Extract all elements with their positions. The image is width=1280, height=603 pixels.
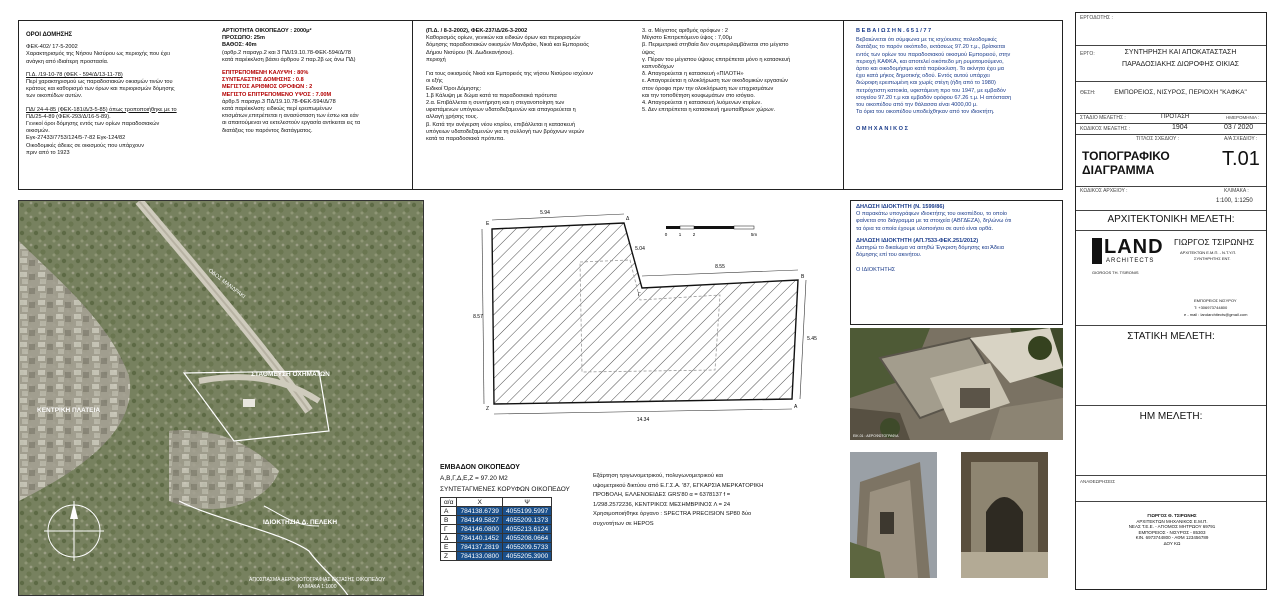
- architect-line: ΣΥΝΤΗΡΗΤΗΣ ΕΝΤ.: [1194, 256, 1231, 261]
- table-cell: 4055205.3900: [502, 552, 551, 561]
- survey-line: ΠΡΟΒΟΛΗ, ΕΛΛΕΝΟΕΙΔΕΣ GRS'80 α = 6378137 f =: [593, 492, 731, 498]
- plot-plan: [430, 200, 840, 460]
- engineer-signature-label: Ο Μ Η Χ Α Ν Ι Κ Ο Σ: [856, 126, 908, 133]
- special-line: αλλαγή χρήσης τους.: [426, 114, 479, 121]
- declaration-line: Διατηρώ το δικαίωμα να αιτηθώ Έγκριση δόμησης και Άδεια: [856, 245, 1004, 252]
- certification-line: διατάξεις το παρόν οικόπεδο, εκτάσεως 97.20 τ.μ., βρίσκεται: [856, 44, 1006, 51]
- map-caption-line: ΑΠΟΣΠΑΣΜΑ ΑΕΡΟΦΩΤΟΓΡΑΦΙΑΣ ΕΚΤΑΣΗΣ ΟΙΚΟΠΕΔΟΥ: [249, 577, 386, 583]
- plot-polygon: [492, 223, 798, 404]
- aerial-map-drawing: [19, 201, 424, 596]
- special-line: περιοχή: [426, 56, 446, 63]
- certification-heading: Β Ε Β Α Ι Ω Σ Η Ν . 6 5 1 / 7 7: [856, 28, 932, 34]
- special-line: Καθορισμός ορίων, γενικών και ειδικών όρων και περιορισμών: [426, 35, 581, 42]
- coverage-line: ΜΕΓΙΣΤΟ ΕΠΙΤΡΕΠΟΜΕΝΟ ΥΨΟΣ : 7.00Μ: [222, 91, 332, 98]
- aerial-map: [18, 200, 424, 596]
- project-line: ΠΑΡΑΔΟΣΙΑΚΗΣ ΔΙΩΡΟΦΗΣ ΟΙΚΙΑΣ: [1122, 61, 1239, 68]
- date-label: ΗΜΕΡΟΜΗΝΙΑ :: [1226, 115, 1260, 120]
- plot-line: ΑΡΤΙΟΤΗΤΑ ΟΙΚΟΠΕΔΟΥ : 2000μ²: [222, 28, 312, 34]
- arch-heading-row: [1076, 210, 1266, 231]
- terms-line: Περί χαρακτηρισμού ως παραδοσιακών οικισμών τινών του: [26, 79, 173, 86]
- coords-heading: ΣΥΝΤΕΤΑΓΜΕΝΕΣ ΚΟΡΥΦΩΝ ΟΙΚΟΠΕΔΟΥ: [440, 486, 570, 493]
- table-header-cell: α/α: [441, 498, 457, 507]
- coverage-line: άρθρ.5 παραγρ.3 ΠΔ/19.10.78-ΦΕΚ-594/Δ/78: [222, 98, 336, 105]
- building-terms-column: [26, 32, 216, 163]
- terms-line: οικισμών.: [26, 128, 50, 135]
- certification-line: εντός των ορίων του παραδοσιακού οικισμού Εμπορειού, στην: [856, 51, 1011, 58]
- survey-line: υψομετρικού δικτύου από Ε.Γ.Σ.Α. '87, ΕΓΚΑΡΣΙΑ ΜΕΡΚΑΤΟΡΙΚΗ: [593, 482, 764, 489]
- table-cell: 784137.2819: [457, 543, 503, 552]
- special-line: υπόγειων υδατοδεξαμενών για τη συλλογή των βρόχινων νερών: [426, 128, 585, 135]
- declaration-text-1: [856, 211, 1061, 233]
- title-block: [1075, 12, 1267, 590]
- certification-line: έχει κατά μήκος δημοτικής οδού. Εντός αυτού υπάρχει: [856, 73, 990, 80]
- table-header-cell: Ψ: [502, 498, 551, 507]
- road-label: ΟΔΟΣ ΜΑΝΔΡΑΚΙ: [206, 267, 247, 301]
- vertex-label: Ζ: [486, 406, 490, 412]
- terms-line: Χαρακτηρισμός της Νήσου Νισύρου ως περιοχής που έχει: [26, 51, 170, 58]
- declaration-content: [856, 204, 1061, 275]
- ruin-photo-1: [850, 452, 937, 578]
- ruin-photo-2: [961, 452, 1048, 578]
- table-cell: Β: [441, 516, 457, 525]
- terms-line: Γενικοί όροι δόμησης εντός των ορίων παραδοσιακών: [26, 121, 160, 128]
- owner-label: Ο ΙΔΙΟΚΤΗΤΗΣ: [856, 267, 896, 274]
- project-label: ΕΡΓΟ:: [1080, 51, 1095, 57]
- em-heading-row: [1076, 405, 1266, 476]
- coverage-line: ΜΕΓΙΣΤΟΣ ΑΡΙΘΜΟΣ ΟΡΟΦΩΝ : 2: [222, 84, 313, 91]
- ruin-photo-2-drawing: [961, 452, 1048, 578]
- stamp-line: ΔΟΥ ΚΩ: [1163, 540, 1181, 546]
- table-header-row: [441, 498, 552, 507]
- sheet-label: Α/Α ΣΧΕΔΙΟΥ :: [1224, 136, 1258, 142]
- terms-line: Οικοδομικές άδειες σε οικισμούς που υπάρχουν: [26, 142, 144, 149]
- height-line: 5. Δεν επιτρέπεται η κατασκευή ημιυπαίθριων χώρων.: [642, 107, 776, 114]
- special-line: Για τους οικισμούς Νικιά και Εμπορειός της νήσου Νισύρου ισχύουν: [426, 71, 593, 78]
- special-line: υφιστάμενων υπόγειων υδατοδεξαμενών και απαγορεύεται η: [426, 107, 576, 114]
- dimension-mid: 8.55: [715, 264, 725, 270]
- sheet-number: Τ.01: [1222, 148, 1260, 170]
- scale-value: 1:100, 1:1250: [1216, 198, 1253, 204]
- client-row: [1076, 13, 1266, 46]
- coverage-line: διατάξεις του παρόντος διατάγματος.: [222, 127, 313, 134]
- coverage-line: κτισμάτων,επιτρέπεται η ανασύσταση των έστω και εάν: [222, 113, 359, 120]
- table-cell: 784140.1452: [457, 534, 503, 543]
- table-cell: 4055199.5997: [502, 507, 551, 516]
- certification-line: του οικοπέδου από την θάλασσα είναι 4000,00 μ.: [856, 102, 978, 109]
- height-line: β. Περιμετρικά στηθαία δεν συμπεριλαμβάνεται στο μέγιστο: [642, 42, 789, 49]
- declaration-line: φαίνεται στο διάγραμμα με τα στοιχεία (ΑΒΓΔΕΖΑ), δηλώνω ότι: [856, 218, 1012, 225]
- certification-line: Τα όρια του οικοπέδου υποδείχθηκαν από τον ιδιοκτήτη.: [856, 109, 995, 116]
- dimension-right: 5.45: [807, 336, 817, 342]
- table-header-cell: Χ: [457, 498, 503, 507]
- table-cell: 4055209.5733: [502, 543, 551, 552]
- plot-line: κατά παρέκκλιση βάσει άρθρου 2 παρ.2β ως άνω ΠΔ): [222, 56, 356, 63]
- terms-line: ΦΕΚ-402/ 17-5-2002: [26, 44, 78, 51]
- declaration-heading-2: ΔΗΛΩΣΗ ΙΔΙΟΚΤΗΤΗ (ΑΠ.7533-ΦΕΚ.251/2012): [856, 237, 979, 244]
- table-row: [441, 507, 552, 516]
- certification-line: ισογείου 97.20 τ.μ και εμβαδόν ορόφου 67.26 τ.μ. Η απόσταση: [856, 94, 1012, 101]
- terms-line: των οικοπέδων αυτών.: [26, 93, 83, 100]
- certification-line: Βεβαιώνεται ότι σύμφωνα με τις ισχύουσες πολεοδομικές: [856, 37, 997, 44]
- project-line: ΣΥΝΤΗΡΗΣΗ ΚΑΙ ΑΠΟΚΑΤΑΣΤΑΣΗ: [1124, 49, 1237, 56]
- drawing-title-line: ΔΙΑΓΡΑΜΜΑ: [1082, 163, 1155, 177]
- contact-line: e - mail : landarchitects@gmail.com: [1184, 312, 1248, 317]
- plot-line: ΠΡΟΣΩΠΟ: 25m: [222, 35, 265, 42]
- scale-label: 0: [664, 232, 668, 237]
- special-line: 1.β Κάλυψη με δώμα κατά τα παραδοσιακά πρότυπα: [426, 92, 557, 99]
- coverage-line: ΣΥΝΤΕΛΕΣΤΗΣ ΔΟΜΗΣΗΣ : 0.8: [222, 77, 304, 84]
- survey-line: συχνοτήτων σε HEPOS: [593, 520, 654, 527]
- scale-label: 2: [692, 232, 696, 237]
- certification-column: [856, 28, 1058, 134]
- height-line: ε. Απαγορεύεται η ολοκλήρωση των οικοδομικών εργασιών: [642, 78, 788, 85]
- coverage-lines: [222, 70, 412, 135]
- special-line: Ειδικοί Όροι Δόμησης:: [426, 85, 482, 92]
- drawing-title-row: [1076, 134, 1266, 187]
- special-terms-column: [426, 28, 636, 143]
- date-value: 03 / 2020: [1224, 124, 1254, 131]
- certification-line: άρτιο και οικοδομήσιμο κατά παρέκκλιση. Το ακίνητο έχει μα: [856, 66, 1004, 73]
- vertex-label: Γ: [638, 292, 641, 298]
- terms-line: πριν από το 1923: [26, 149, 70, 156]
- table-cell: Δ: [441, 534, 457, 543]
- table-row: [441, 534, 552, 543]
- declaration-text-2: [856, 245, 1061, 259]
- certification-line: διώροφη ερειπωμένη και χωρίς στέγη (ήδη από το 1980): [856, 80, 996, 87]
- height-line: ύψος: [642, 49, 655, 56]
- terms-line: Π.Δ. /19-10-78 (ΦΕΚ - 594/Δ/13-11-78): [26, 71, 123, 78]
- table-cell: 4055213.6124: [502, 525, 551, 534]
- plot-requirements-lines: [222, 28, 412, 64]
- architect-line: ΑΡΧΙΤΕΚΤΩΝ Ε.Μ.Π. - Ν.Τ.Υ.Π.: [1180, 250, 1237, 255]
- certification-line: περιοχή ΚΑΦΚΑ, και αποτελεί οικόπεδο μη ρυμοτομούμενο,: [856, 58, 1004, 65]
- coverage-line: ΕΠΙΤΡΕΠΟΜΕΝΗ ΚΑΛΥΨΗ : 80%: [222, 70, 309, 77]
- special-terms-lines: [426, 28, 636, 143]
- height-terms-column: [642, 28, 842, 114]
- coordinates-table: [440, 497, 552, 561]
- parking-label: ΣΤΑΘΜΕΥΣΗ ΟΧΗΜΑΤΩΝ: [251, 371, 330, 378]
- land-logo: [1092, 236, 1164, 296]
- survey-line: Χρησιμοποιήθηκε όργανο : SPECTRA PRECISION SP80 δύο: [593, 511, 752, 517]
- vertex-label: Α: [794, 404, 798, 410]
- coverage-line: κατά παρέκκλιση: ειδικώς περί ερειπωμένων: [222, 106, 332, 113]
- plot-requirements-column: [222, 28, 412, 135]
- special-line: δόμησης παραδοσιακών οικισμών Μανδράκι, Νικιά και Εμπορειός: [426, 42, 589, 49]
- terms-line: Εγκ-27433/7753/124/5-7-82 Εγκ-124/82: [26, 135, 126, 142]
- scale-label: 5m: [750, 232, 758, 237]
- declaration-heading-1: ΔΗΛΩΣΗ ΙΔΙΟΚΤΗΤΗ (Ν. 1599/86): [856, 204, 945, 210]
- declaration-line: τα όρια τα οποία έχουμε υλοποιήσει σε αυτό είναι ορθά.: [856, 225, 994, 232]
- height-line: 4. Απαγορεύεται η κατασκευή λυόμενων κτιρίων.: [642, 100, 762, 107]
- location-label: ΘΕΣΗ:: [1080, 90, 1096, 96]
- stamp-line: ΑΡΧΙΤΕΚΤΩΝ ΜΗΧΑΝΙΚΟΣ Ε.Μ.Π.: [1136, 518, 1208, 524]
- aerial-photo-drawing: [850, 328, 1063, 440]
- archive-row: [1076, 186, 1266, 211]
- architect-row: [1076, 230, 1266, 326]
- stamp-line: ΚΙΝ. 6973744800 - ΑΦΜ 123456789: [1135, 535, 1209, 541]
- contact-line: Τ: +306973744800: [1194, 305, 1228, 310]
- drawing-title-line: ΤΟΠΟΓΡΑΦΙΚΟ: [1082, 149, 1170, 163]
- stage-value: ΠΡΟΤΑΣΗ: [1161, 114, 1190, 120]
- location-value: ΕΜΠΟΡΕΙΟΣ, ΝΙΣΥΡΟΣ, ΠΕΡΙΟΧΗ "ΚΑΦΚΑ": [1114, 89, 1247, 96]
- static-heading: ΣΤΑΤΙΚΗ ΜΕΛΕΤΗ:: [1127, 331, 1215, 342]
- title-label: ΤΙΤΛΟΣ ΣΧΕΔΙΟΥ :: [1136, 136, 1179, 142]
- location-row: [1076, 81, 1266, 114]
- architect-name: ΓΙΩΡΓΟΣ ΤΣΙΡΩΝΗΣ: [1174, 237, 1255, 247]
- terms-block: [26, 72, 216, 101]
- logo-mark: [1092, 238, 1102, 264]
- map-caption-line: ΚΛΙΜΑΚΑ 1:1000: [297, 583, 337, 590]
- vertex-label: Β: [801, 274, 805, 280]
- table-row: [441, 552, 552, 561]
- static-heading-row: [1076, 325, 1266, 406]
- table-cell: 4055209.1373: [502, 516, 551, 525]
- survey-text: [593, 472, 803, 529]
- special-line: οι εξής: [426, 78, 443, 85]
- table-row: [441, 516, 552, 525]
- ruin-photo-1-drawing: [850, 452, 937, 578]
- height-line: 3. α. Μέγιστος αριθμός ορόφων : 2: [642, 28, 729, 34]
- declaration-line: δόμησης επί του ακινήτου.: [856, 252, 922, 259]
- survey-line: 1/298.2572236, ΚΕΝΤΡΙΚΟΣ ΜΕΣΗΜΒΡΙΝΟΣ Λ = 24: [593, 501, 731, 508]
- photo-caption: ΕΙΚ.01 : ΑΕΡΟΦΩΤΟΓΡΑΦΙΑ: [853, 434, 899, 438]
- building-terms-heading: ΟΡΟΙ ΔΟΜΗΣΗΣ: [26, 32, 73, 38]
- declaration-line: Ο παρακάτω υπογράφων ιδιοκτήτης του οικοπέδου, το οποίο: [856, 211, 1008, 218]
- vertex-label: Δ: [626, 216, 630, 222]
- logo-main: LAND: [1104, 236, 1164, 258]
- special-line: Δήμου Νισύρου (Ν. Δωδεκανήσου).: [426, 49, 514, 56]
- special-line: (Π.Δ. / 8-3-2002), ΦΕΚ-237/Δ/26-3-2002: [426, 28, 528, 34]
- height-line: και την τοποθέτηση κουφωμάτων στο ισόγειο.: [642, 92, 755, 99]
- dimension-top: 5.94: [540, 210, 550, 216]
- plot-line: ΒΑΘΟΣ: 40m: [222, 42, 257, 49]
- revisions-row: [1076, 475, 1266, 502]
- em-heading: ΗΜ ΜΕΛΕΤΗ:: [1139, 411, 1203, 422]
- terms-line: ΠΔ/ 24-4-85 (ΦΕΚ-181/Δ/3-5-85) όπως τροποποιήθηκε με το: [26, 106, 177, 113]
- table-cell: Ε: [441, 543, 457, 552]
- height-line: Μέγιστο Επιτρεπόμενο ύψος : 7,00μ: [642, 35, 732, 42]
- vertex-label: Ε: [486, 221, 490, 227]
- logo-name: GIORGOS TH. TSIRONIS: [1092, 270, 1139, 275]
- height-terms-lines: [642, 28, 842, 114]
- height-line: γ. Πέραν του μέγιστου ύψους επιτρέπεται μόνο η κατασκευή: [642, 56, 791, 63]
- dimension-diag: 5.04: [635, 246, 645, 252]
- dimension-left: 8.57: [473, 314, 483, 320]
- table-cell: Ζ: [441, 552, 457, 561]
- terms-block: [26, 44, 216, 66]
- plot-plan-drawing: [430, 200, 840, 460]
- project-row: [1076, 45, 1266, 82]
- stamp-line: ΕΜΠΟΡΕΙΟΣ - ΝΙΣΥΡΟΣ - 85303: [1138, 529, 1206, 535]
- stamp-line: ΝΕΑΣ Τ.Ε.Ε. - ΑΓΙΟΜΟΣ ΜΗΤΡΩΟΥ 69791: [1128, 524, 1216, 530]
- table-cell: Γ: [441, 525, 457, 534]
- aerial-photo: [850, 328, 1063, 440]
- plot-line: (αρθρ.2 παραγρ.2 και 3 ΠΔ/19.10.78-ΦΕΚ-594/Δ/78: [222, 49, 351, 56]
- table-cell: 784149.5827: [457, 516, 503, 525]
- client-label: ΕΡΓΟΔΟΤΗΣ :: [1080, 15, 1113, 21]
- special-line: β. Κατά την ανέγερση νέου κτιρίου, επιβάλλεται η κατασκευή: [426, 121, 576, 128]
- table-row: [441, 525, 552, 534]
- central-square-label: ΚΕΝΤΡΙΚΗ ΠΛΑΤΕΙΑ: [37, 407, 101, 414]
- building-terms-blocks: [26, 44, 216, 157]
- map-caption: [249, 577, 385, 590]
- code-label: ΚΩΔΙΚΟΣ ΜΕΛΕΤΗΣ :: [1080, 126, 1131, 132]
- archive-label: ΚΩΔΙΚΟΣ ΑΡΧΕΙΟΥ :: [1080, 188, 1128, 194]
- table-row: [441, 543, 552, 552]
- scale-label: 1: [678, 232, 682, 237]
- scale-label: ΚΛΙΜΑΚΑ :: [1224, 188, 1249, 194]
- coverage-line: αι απαιτούμεναι να εκτελεστούν εργασία αντίκειται εις τα: [222, 120, 361, 127]
- stage-label: ΣΤΑΔΙΟ ΜΕΛΕΤΗΣ :: [1080, 115, 1126, 121]
- special-line: 2.α. Επιβάλλεται η συντήρηση και η στεγανοποίηση των: [426, 100, 565, 107]
- terms-line: κράτους και καθορισμό των όρων και περιορισμών δόμησης: [26, 86, 175, 93]
- area-heading: ΕΜΒΑΔΟΝ ΟΙΚΟΠΕΔΟΥ: [440, 464, 520, 471]
- divider-line: [843, 20, 844, 190]
- table-cell: 784146.0800: [457, 525, 503, 534]
- terms-block: [26, 107, 216, 157]
- certification-lines: [856, 37, 1058, 116]
- arch-heading: ΑΡΧΙΤΕΚΤΟΝΙΚΗ ΜΕΛΕΤΗ:: [1107, 214, 1235, 225]
- table-cell: 4055208.0664: [502, 534, 551, 543]
- certification-line: πετρόχτιστη κατοικία, υφιστάμενη προ του 1947, με εμβαδόν: [856, 87, 1006, 94]
- table-cell: 784133.0800: [457, 552, 503, 561]
- height-line: στον όροφο πριν την ολοκλήρωση των επιχρισμάτων: [642, 85, 774, 92]
- special-line: κατά τα παραδοσιακά πρότυπα.: [426, 136, 505, 143]
- stamp-line: ΓΙΩΡΓΟΣ Θ. ΤΣΙΡΩΝΗΣ: [1147, 513, 1197, 518]
- area-value: Α,Β,Γ,Δ,Ε,Ζ = 97.20 Μ2: [440, 475, 508, 482]
- divider-line: [412, 20, 413, 190]
- terms-line: ανάγκη από ιδιαίτερη προστασία.: [26, 58, 109, 65]
- revisions-label: ΑΝΑΘΕΩΡΗΣΕΙΣ: [1080, 479, 1116, 484]
- dimension-bottom: 14.34: [636, 417, 650, 423]
- property-label: ΙΔΙΟΚΤΗΣΙΑ Δ. ΠΕΛΕΚΗ: [263, 519, 338, 526]
- engineer-stamp: [1096, 513, 1248, 547]
- terms-line: ΠΔ/25-4-89 (ΦΕΚ-293/Δ/16-5-89).: [26, 113, 111, 120]
- table-cell: Α: [441, 507, 457, 516]
- survey-line: Εξάρτηση τριγωνομετρικού, πολυγωνομετρικού και: [593, 473, 724, 479]
- height-line: δ. Απαγορεύεται η κατασκευή «ΠΙΛΟΤΗ»: [642, 71, 744, 78]
- table-cell: 784138.6739: [457, 507, 503, 516]
- logo-sub: ARCHITECTS: [1106, 258, 1155, 264]
- contact-line: ΕΜΠΟΡΕΙΟΣ ΝΙΣΥΡΟΥ: [1194, 298, 1237, 303]
- code-value: 1904: [1172, 124, 1188, 131]
- area-section: [440, 464, 590, 561]
- height-line: καπνοδόχων: [642, 64, 674, 71]
